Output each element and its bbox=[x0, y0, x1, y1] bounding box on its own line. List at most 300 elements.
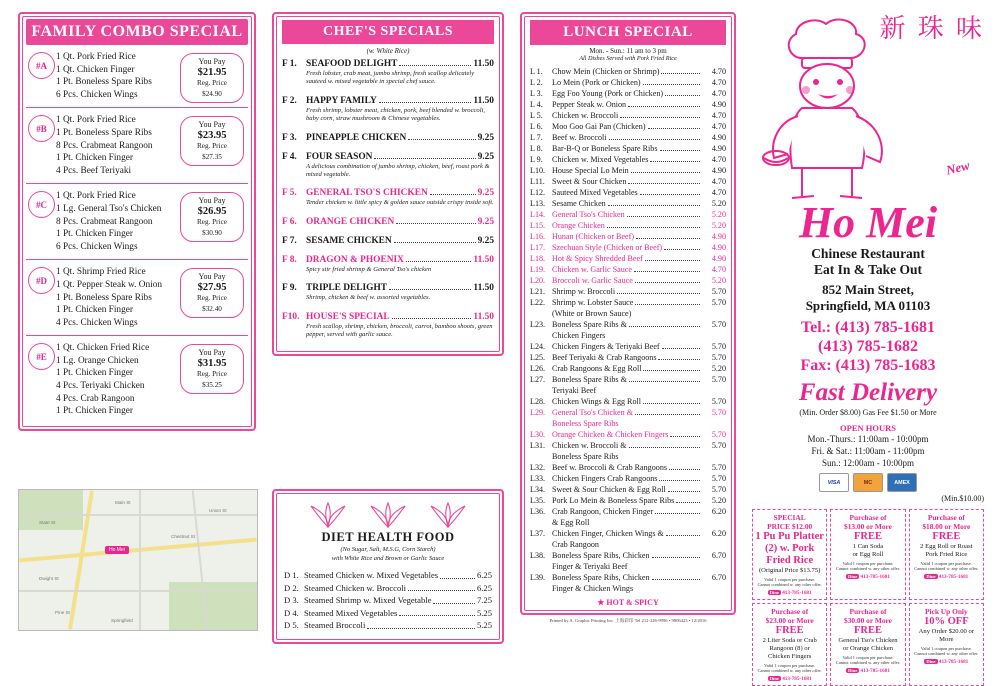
diet-title: DIET HEALTH FOOD bbox=[321, 530, 455, 544]
family-combo-list bbox=[26, 45, 248, 424]
lunch-item-number: L26. bbox=[530, 364, 546, 373]
coupon-fine-print: Valid 1 coupon per purchase. Cannot combined w. any other offer. bbox=[835, 561, 901, 572]
dine-icon: Dine bbox=[926, 573, 936, 579]
lunch-item-price: 5.70 bbox=[711, 485, 726, 494]
combo-badge: #B bbox=[28, 115, 55, 142]
chef-item[interactable] bbox=[282, 152, 494, 180]
diet-item[interactable] bbox=[284, 569, 492, 582]
lunch-item-number: L37. bbox=[530, 529, 546, 538]
brand-sub2: Eat In & Take Out bbox=[813, 262, 923, 277]
diet-item-name: Steamed Chicken w. Mixed Vegetables bbox=[304, 570, 439, 580]
lunch-item-price: 5.70 bbox=[711, 408, 726, 417]
lunch-item-name: Egg Foo Young (Pork or Chicken) bbox=[552, 89, 664, 98]
coupon-offer: FREE bbox=[853, 624, 882, 636]
lunch-item[interactable] bbox=[530, 484, 726, 495]
chef-item[interactable] bbox=[282, 96, 494, 124]
lunch-item-price: 4.70 bbox=[711, 265, 726, 274]
coupon-title: Purchase of $30.00 or More bbox=[844, 606, 892, 625]
lunch-item-number: L29. bbox=[530, 408, 546, 417]
diet-item[interactable] bbox=[284, 607, 492, 620]
lunch-item-number: L23. bbox=[530, 320, 546, 329]
combo-reg-price: $27.35 bbox=[202, 152, 222, 161]
coupon-title: Pick Up Only bbox=[924, 606, 968, 616]
diet-health-section bbox=[272, 489, 504, 644]
chefs-specials-title: CHEF'S SPECIALS bbox=[282, 20, 494, 44]
combo-line: 1 Pt. Chicken Finger bbox=[56, 229, 133, 240]
combo-reg-price: $35.25 bbox=[202, 380, 222, 389]
chef-item-name: PINEAPPLE CHICKEN bbox=[306, 132, 407, 143]
lunch-item-number: L 4. bbox=[530, 100, 543, 109]
chef-item-price: 9.25 bbox=[477, 188, 494, 199]
chef-item-name: HAPPY FAMILY bbox=[306, 95, 377, 106]
lunch-item-name: Boneless Spare Ribs & Chicken Fingers bbox=[552, 320, 627, 340]
chef-item[interactable] bbox=[282, 255, 494, 274]
lunch-item-price: 5.70 bbox=[711, 375, 726, 384]
lunch-item-name: Shrimp w. Broccoli bbox=[552, 287, 616, 296]
lunch-item-number: L 1. bbox=[530, 67, 543, 76]
lunch-item-name: Boneless Spare Ribs & Teriyaki Beef bbox=[552, 375, 627, 395]
map-label: Dwight St bbox=[39, 576, 59, 581]
coupon-offer: FREE bbox=[853, 531, 882, 542]
lunch-item-number: L28. bbox=[530, 397, 546, 406]
lunch-item-price: 5.70 bbox=[711, 353, 726, 362]
combo-line: 6 Pcs. Chicken Wings bbox=[56, 89, 138, 100]
coupon-phone: Dine 413-785-1681 bbox=[769, 675, 812, 682]
lunch-item-name: Boneless Spare Ribs, Chicken Finger & Chicken Wings bbox=[552, 573, 650, 593]
lunch-item[interactable] bbox=[530, 429, 726, 440]
lunch-item[interactable] bbox=[530, 220, 726, 231]
lunch-item-number: L38. bbox=[530, 551, 546, 560]
combo-line: 1 Lg. General Tso's Chicken bbox=[56, 203, 162, 214]
family-combo-title: FAMILY COMBO SPECIAL bbox=[26, 19, 248, 45]
combo-line: 1 Pt. Boneless Spare Ribs bbox=[56, 292, 152, 303]
lunch-item-number: L24. bbox=[530, 342, 546, 351]
lunch-item-price: 4.90 bbox=[711, 243, 726, 252]
lunch-item-name: Broccoli w. Garlic Sauce bbox=[552, 276, 633, 285]
lunch-item[interactable] bbox=[530, 374, 726, 396]
brand-column bbox=[752, 10, 984, 686]
diet-item[interactable] bbox=[284, 619, 492, 632]
hot-spicy-footer: ★ HOT & SPICY bbox=[597, 598, 659, 607]
lunch-item-name: Chicken w. Broccoli bbox=[552, 111, 619, 120]
chef-item-desc: Spicy stir fried shrimp & General Tso's chicken bbox=[306, 265, 432, 273]
location-map[interactable] bbox=[18, 489, 258, 631]
combo-item[interactable] bbox=[26, 108, 248, 184]
lunch-item[interactable] bbox=[530, 440, 726, 462]
combo-line: 1 Qt. Pork Fried Rice bbox=[56, 115, 136, 126]
combo-pay-label: You Pay bbox=[198, 272, 226, 282]
lunch-item-name: Chicken w. Mixed Vegetables bbox=[552, 155, 649, 164]
fast-delivery-banner: Fast Delivery bbox=[798, 379, 938, 406]
chef-item-name: SEAFOOD DELIGHT bbox=[306, 59, 398, 69]
coupon-title: SPECIAL PRICE $12.00 bbox=[767, 513, 813, 531]
lunch-item-name: Sauteed Mixed Vegetables bbox=[552, 188, 638, 197]
lunch-item[interactable] bbox=[530, 275, 726, 286]
coupon-detail: General Tso's Chicken or Orange Chicken bbox=[838, 636, 898, 652]
lunch-item[interactable] bbox=[530, 572, 726, 594]
chef-item-desc: Shrimp, chicken & beef w. assorted vegetables. bbox=[306, 294, 431, 302]
map-label: Springfield bbox=[111, 618, 133, 623]
combo-reg-label: Reg. Price bbox=[197, 294, 227, 303]
chef-illustration bbox=[752, 10, 984, 206]
combo-price: $26.95 bbox=[197, 205, 227, 217]
lunch-item-price: 5.20 bbox=[711, 199, 726, 208]
lunch-item[interactable] bbox=[530, 506, 726, 528]
diet-item[interactable] bbox=[284, 582, 492, 595]
lunch-item-price: 5.20 bbox=[711, 210, 726, 219]
diet-item-price: 6.25 bbox=[476, 582, 492, 593]
lunch-item[interactable] bbox=[530, 495, 726, 506]
lunch-item[interactable] bbox=[530, 286, 726, 297]
printer-credit: Printed by A. Graphic Printing Inc. 上海彩印 Tel 212-226-9996 • 9806423 • 12/2016 bbox=[549, 618, 707, 623]
map-label: State St bbox=[39, 520, 56, 525]
chef-item-name: SESAME CHICKEN bbox=[306, 235, 392, 246]
combo-item[interactable] bbox=[26, 336, 248, 424]
coupon-grid bbox=[752, 509, 984, 686]
coupon-detail: (Original Price $13.75) bbox=[758, 567, 821, 574]
coupon[interactable] bbox=[752, 509, 827, 600]
lunch-item-name: House Special Lo Mein bbox=[552, 166, 629, 175]
lunch-item-price: 5.20 bbox=[711, 221, 726, 230]
lunch-item[interactable] bbox=[530, 550, 726, 572]
flower-decoration bbox=[284, 502, 492, 528]
chef-item-price: 9.25 bbox=[477, 235, 494, 246]
lunch-item-name: Beef w. Broccoli bbox=[552, 133, 607, 142]
chef-item-number: F 7. bbox=[282, 235, 297, 246]
lunch-item-name: Chicken w. Garlic Sauce bbox=[552, 265, 632, 274]
chef-item-number: F 2. bbox=[282, 95, 297, 106]
chef-item-price: 9.25 bbox=[477, 216, 494, 227]
combo-line: 4 Pcs. Chicken Wings bbox=[56, 317, 138, 328]
coupon-offer: 10% OFF bbox=[924, 615, 969, 627]
lunch-item-number: L 7. bbox=[530, 133, 543, 142]
accepted-cards bbox=[752, 473, 984, 492]
lunch-item-name: Moo Goo Gai Pan (Chicken) bbox=[552, 122, 646, 131]
lunch-item[interactable] bbox=[530, 121, 726, 132]
coupon-phone: Dine 413-785-1681 bbox=[848, 667, 890, 674]
chef-item-number: F 3. bbox=[282, 132, 297, 143]
lunch-item-name: General Tso's Chicken & Boneless Spare Ribs bbox=[552, 408, 633, 428]
combo-reg-label: Reg. Price bbox=[197, 142, 227, 151]
map-label: Pine St bbox=[55, 610, 70, 615]
lunch-item-price: 5.20 bbox=[711, 496, 726, 505]
lunch-item-price: 4.90 bbox=[711, 133, 726, 142]
lunch-item[interactable] bbox=[530, 462, 726, 473]
chef-item-number: F 8. bbox=[282, 254, 297, 265]
lunch-item-name: Beef w. Broccoli & Crab Rangoons bbox=[552, 463, 668, 472]
lunch-item-price: 4.70 bbox=[711, 89, 726, 98]
diet-sub1: (No Sugar, Salt, M.S.G, Corn Starch) bbox=[340, 546, 436, 553]
combo-line: 8 Pcs. Crabmeat Rangoon bbox=[56, 216, 153, 227]
coupon-offer: FREE bbox=[775, 624, 804, 636]
combo-badge: #A bbox=[28, 52, 55, 79]
lunch-item-number: L17. bbox=[530, 243, 546, 252]
lunch-item-number: L35. bbox=[530, 496, 546, 505]
lunch-item-price: 4.70 bbox=[711, 188, 726, 197]
lunch-item[interactable] bbox=[530, 99, 726, 110]
chef-item-price: 11.50 bbox=[473, 59, 494, 69]
lunch-item[interactable] bbox=[530, 264, 726, 275]
lunch-special-panel bbox=[520, 12, 736, 615]
combo-item[interactable] bbox=[26, 184, 248, 260]
coupon-detail: Any Order $20.00 or More bbox=[918, 627, 974, 643]
lunch-item[interactable] bbox=[530, 473, 726, 484]
flower-icon bbox=[427, 502, 469, 528]
chef-item[interactable] bbox=[282, 312, 494, 340]
coupon-phone: Dine 413-785-1681 bbox=[926, 573, 969, 580]
lunch-item-number: L30. bbox=[530, 430, 546, 439]
diet-item-price: 6.25 bbox=[476, 570, 492, 580]
lunch-item-name: Orange Chicken bbox=[552, 221, 605, 230]
combo-price-box bbox=[180, 192, 244, 242]
lunch-item-price: 5.70 bbox=[711, 441, 726, 450]
open-hours-1: Mon.-Thurs.: 11:00am - 10:00pm bbox=[807, 434, 929, 444]
chef-item-number: F 1. bbox=[282, 59, 297, 69]
lunch-item-price: 6.70 bbox=[711, 573, 726, 582]
coupon-title: Purchase of $13.00 or More bbox=[844, 513, 892, 531]
chef-item[interactable] bbox=[282, 59, 494, 87]
combo-line: 1 Qt. Chicken Finger bbox=[56, 64, 135, 75]
combo-badge: #C bbox=[28, 191, 55, 218]
lunch-item-name: Hot & Spicy Shredded Beef bbox=[552, 254, 643, 263]
diet-item-price: 7.25 bbox=[476, 595, 492, 606]
lunch-item-name: Pepper Steak w. Onion bbox=[552, 100, 627, 109]
combo-reg-price: $32.40 bbox=[202, 304, 222, 313]
combo-line: 1 Pt. Chicken Finger bbox=[56, 368, 133, 379]
lunch-item-name: Chicken Wings & Egg Roll bbox=[552, 397, 642, 406]
lunch-item-number: L33. bbox=[530, 474, 546, 483]
coupon[interactable] bbox=[909, 509, 984, 600]
open-hours-3: Sun.: 12:00am - 10:00pm bbox=[822, 458, 914, 468]
lunch-item-name: Sesame Chicken bbox=[552, 199, 606, 208]
lunch-item[interactable] bbox=[530, 341, 726, 352]
chef-item-number: F 9. bbox=[282, 283, 297, 294]
coupon-phone: Dine 413-785-1681 bbox=[769, 589, 812, 596]
lunch-item[interactable] bbox=[530, 154, 726, 165]
chef-item[interactable] bbox=[282, 236, 494, 246]
lunch-item-price: 5.70 bbox=[711, 397, 726, 406]
lunch-item[interactable] bbox=[530, 209, 726, 220]
combo-reg-label: Reg. Price bbox=[197, 370, 227, 379]
lunch-item-name: Szechuan Style (Chicken or Beef) bbox=[552, 243, 663, 252]
lunch-item[interactable] bbox=[530, 352, 726, 363]
combo-badge: #E bbox=[28, 343, 55, 370]
lunch-item-name: Sweet & Sour Chicken & Egg Roll bbox=[552, 485, 666, 494]
lunch-item-number: L20. bbox=[530, 276, 546, 285]
lunch-item-price: 5.20 bbox=[711, 364, 726, 373]
chef-item-desc: Tender chicken w. little spicy & golden sauce outside crispy inside soft. bbox=[306, 199, 494, 207]
coupon-title: Purchase of $18.00 or More bbox=[922, 513, 971, 531]
chef-item-number: F 6. bbox=[282, 216, 297, 227]
lunch-item[interactable] bbox=[530, 528, 726, 550]
chef-item-price: 9.25 bbox=[477, 132, 494, 143]
chefs-note: (w. White Rice) bbox=[366, 47, 410, 55]
diet-item-name: Steamed Chicken w. Broccoli bbox=[304, 582, 407, 593]
combo-line: 1 Qt. Chicken Fried Rice bbox=[56, 343, 150, 354]
diet-item[interactable] bbox=[284, 594, 492, 607]
brand-tel-1[interactable]: Tel.: (413) 785-1681 bbox=[800, 319, 936, 336]
combo-line: 1 Qt. Pepper Steak w. Onion bbox=[56, 279, 163, 290]
flower-icon bbox=[367, 502, 409, 528]
lunch-item-name: Sweet & Sour Chicken bbox=[552, 177, 627, 186]
lunch-note: Mon. - Sun.: 11 am to 3 pm bbox=[589, 47, 667, 55]
coupon-offer: FREE bbox=[932, 531, 961, 542]
lunch-item-name: Pork Lo Mein & Boneless Spare Ribs bbox=[552, 496, 675, 505]
new-badge: New bbox=[944, 157, 972, 178]
map-label: Union St bbox=[209, 508, 227, 513]
lunch-item[interactable] bbox=[530, 88, 726, 99]
coupon-detail: 1 Can Soda or Egg Roll bbox=[852, 543, 884, 558]
lunch-item-number: L 2. bbox=[530, 78, 543, 87]
lunch-item-number: L13. bbox=[530, 199, 546, 208]
family-combo-panel bbox=[18, 12, 256, 431]
lunch-item[interactable] bbox=[530, 110, 726, 121]
restaurant-logo: Ho Mei bbox=[798, 198, 938, 247]
combo-badge: #D bbox=[28, 267, 55, 294]
diet-list bbox=[284, 569, 492, 632]
lunch-item[interactable] bbox=[530, 253, 726, 264]
brand-fax: Fax: (413) 785-1683 bbox=[800, 357, 936, 374]
lunch-item[interactable] bbox=[530, 297, 726, 319]
lunch-item[interactable] bbox=[530, 132, 726, 143]
combo-pay-label: You Pay bbox=[198, 196, 226, 206]
coupon[interactable] bbox=[909, 603, 984, 686]
lunch-item[interactable] bbox=[530, 187, 726, 198]
coupon-detail: 2 Liter Soda or Crab Rangoon (8) or Chicken Fingers bbox=[762, 636, 817, 660]
lunch-item-number: L 6. bbox=[530, 122, 543, 131]
chef-item[interactable] bbox=[282, 133, 494, 143]
diet-item-name: Steamed Mixed Vegetables bbox=[304, 607, 398, 618]
lunch-item-number: L10. bbox=[530, 166, 546, 175]
chef-item-name: TRIPLE DELIGHT bbox=[306, 283, 388, 294]
chef-item-number: F 4. bbox=[282, 151, 297, 162]
lunch-item-number: L 3. bbox=[530, 89, 543, 98]
map-label: Chestnut St bbox=[171, 534, 196, 539]
lunch-item-price: 5.70 bbox=[711, 298, 726, 307]
lunch-item-price: 4.70 bbox=[711, 177, 726, 186]
dine-icon: Dine bbox=[848, 667, 858, 673]
min-order-note: (Min. Order $8.00) Gas Fee $1.50 or More bbox=[799, 408, 937, 417]
chef-item-desc: Fresh scallop, shrimp, chicken, broccoli, carrot, bamboo shoots, green pepper, served with garlic sauce. bbox=[306, 322, 493, 339]
diet-item-number: D 1. bbox=[284, 570, 299, 580]
combo-reg-label: Reg. Price bbox=[197, 218, 227, 227]
flower-icon bbox=[307, 502, 349, 528]
chef-item-name: ORANGE CHICKEN bbox=[306, 216, 395, 227]
combo-price: $23.95 bbox=[197, 129, 227, 141]
lunch-item-number: L25. bbox=[530, 353, 546, 362]
family-combo-column bbox=[18, 12, 256, 431]
lunch-item-number: L16. bbox=[530, 232, 546, 241]
lunch-item[interactable] bbox=[530, 231, 726, 242]
coupon-fine-print: Valid 1 coupon per purchase. Cannot combined w. any other offer. bbox=[914, 645, 979, 657]
chefs-specials-list bbox=[282, 59, 494, 339]
combo-item[interactable] bbox=[26, 260, 248, 336]
combo-price: $21.95 bbox=[197, 66, 227, 78]
chef-item[interactable] bbox=[282, 188, 494, 207]
lunch-item-number: L34. bbox=[530, 485, 546, 494]
combo-line: 1 Pt. Chicken Finger bbox=[56, 153, 133, 164]
lunch-item-name: Boneless Spare Ribs, Chicken Finger & Teriyaki Beef bbox=[552, 551, 650, 571]
coupon-offer: 1 Pu Pu Platter (2) w. Pork Fried Rice bbox=[755, 531, 824, 566]
coupon[interactable] bbox=[752, 603, 827, 686]
dine-icon: Dine bbox=[769, 589, 779, 595]
brand-tel-2[interactable]: (413) 785-1682 bbox=[818, 338, 918, 355]
combo-item[interactable] bbox=[26, 45, 248, 108]
chef-item[interactable] bbox=[282, 217, 494, 227]
lunch-item-number: L39. bbox=[530, 573, 546, 582]
amex-icon: AMEX bbox=[887, 473, 917, 492]
lunch-item-price: 5.20 bbox=[711, 276, 726, 285]
brand-address-2: Springfield, MA 01103 bbox=[805, 297, 931, 313]
lunch-item-name: Beef Teriyaki & Crab Rangoons bbox=[552, 353, 657, 362]
lunch-item-price: 4.90 bbox=[711, 144, 726, 153]
lunch-item[interactable] bbox=[530, 396, 726, 407]
lunch-item-price: 4.70 bbox=[711, 155, 726, 164]
lunch-item[interactable] bbox=[530, 66, 726, 77]
lunch-item-price: 5.70 bbox=[711, 474, 726, 483]
lunch-item[interactable] bbox=[530, 77, 726, 88]
lunch-item-number: L27. bbox=[530, 375, 546, 384]
coupon-fine-print: Valid 1 coupon per purchase. Cannot combined w. any other offer. bbox=[757, 577, 822, 588]
coupon-fine-print: Valid 1 coupon per purchase. Cannot combined w. any other offer. bbox=[835, 654, 901, 666]
chef-item-desc: A delicious combination of jumbo shrimp, chicken, beef, roast pork & mixed vegetable. bbox=[306, 162, 490, 179]
lunch-item-number: L12. bbox=[530, 188, 546, 197]
combo-price: $31.95 bbox=[197, 357, 227, 369]
lunch-item-number: L36. bbox=[530, 507, 546, 516]
lunch-item-name: Bar-B-Q or Boneless Spare Ribs bbox=[552, 144, 658, 153]
lunch-item-name: Chicken Fingers & Teriyaki Beef bbox=[552, 342, 660, 351]
coupon[interactable] bbox=[830, 509, 905, 600]
chef-item-number: F10. bbox=[282, 311, 300, 322]
lunch-item[interactable] bbox=[530, 319, 726, 341]
dine-icon: Dine bbox=[769, 675, 779, 681]
lunch-item[interactable] bbox=[530, 143, 726, 154]
coupon[interactable] bbox=[830, 603, 905, 686]
lunch-special-column bbox=[520, 12, 736, 624]
lunch-item[interactable] bbox=[530, 407, 726, 429]
lunch-item-price: 4.70 bbox=[711, 111, 726, 120]
coupon-fine-print: Valid 1 coupon per purchase. Cannot combined w. any other offer. bbox=[914, 561, 979, 572]
combo-line: 4 Pcs. Teriyaki Chicken bbox=[56, 381, 145, 392]
chef-item-price: 9.25 bbox=[477, 151, 494, 162]
lunch-item[interactable] bbox=[530, 363, 726, 374]
dine-icon: Dine bbox=[848, 573, 858, 579]
lunch-item-price: 4.90 bbox=[711, 166, 726, 175]
lunch-item[interactable] bbox=[530, 242, 726, 253]
lunch-item[interactable] bbox=[530, 198, 726, 209]
lunch-item[interactable] bbox=[530, 165, 726, 176]
lunch-item-name: Chicken Fingers Crab Rangoons bbox=[552, 474, 658, 483]
lunch-item-price: 5.70 bbox=[711, 463, 726, 472]
lunch-item-price: 4.90 bbox=[711, 232, 726, 241]
visa-icon: VISA bbox=[819, 473, 849, 492]
open-hours-2: Fri. & Sat.: 11:00am - 11:00pm bbox=[811, 446, 925, 456]
diet-item-price: 5.25 bbox=[476, 620, 492, 631]
chef-item-price: 11.50 bbox=[473, 254, 494, 265]
dine-icon: Dine bbox=[926, 658, 936, 664]
diet-item-number: D 5. bbox=[284, 620, 299, 631]
lunch-item-price: 5.70 bbox=[711, 320, 726, 329]
lunch-item-number: L 9. bbox=[530, 155, 543, 164]
combo-line: 1 Pt. Boneless Spare Ribs bbox=[56, 127, 152, 138]
chef-item-number: F 5. bbox=[282, 188, 297, 199]
lunch-item-name: Lo Mein (Pork or Chicken) bbox=[552, 78, 641, 87]
lunch-item[interactable] bbox=[530, 176, 726, 187]
lunch-item-price: 5.70 bbox=[711, 342, 726, 351]
lunch-item-name: Crab Rangoons & Egg Roll bbox=[552, 364, 642, 373]
coupon-detail: 2 Egg Roll or Roast Pork Fried Rice bbox=[920, 543, 973, 558]
chef-item[interactable] bbox=[282, 283, 494, 302]
